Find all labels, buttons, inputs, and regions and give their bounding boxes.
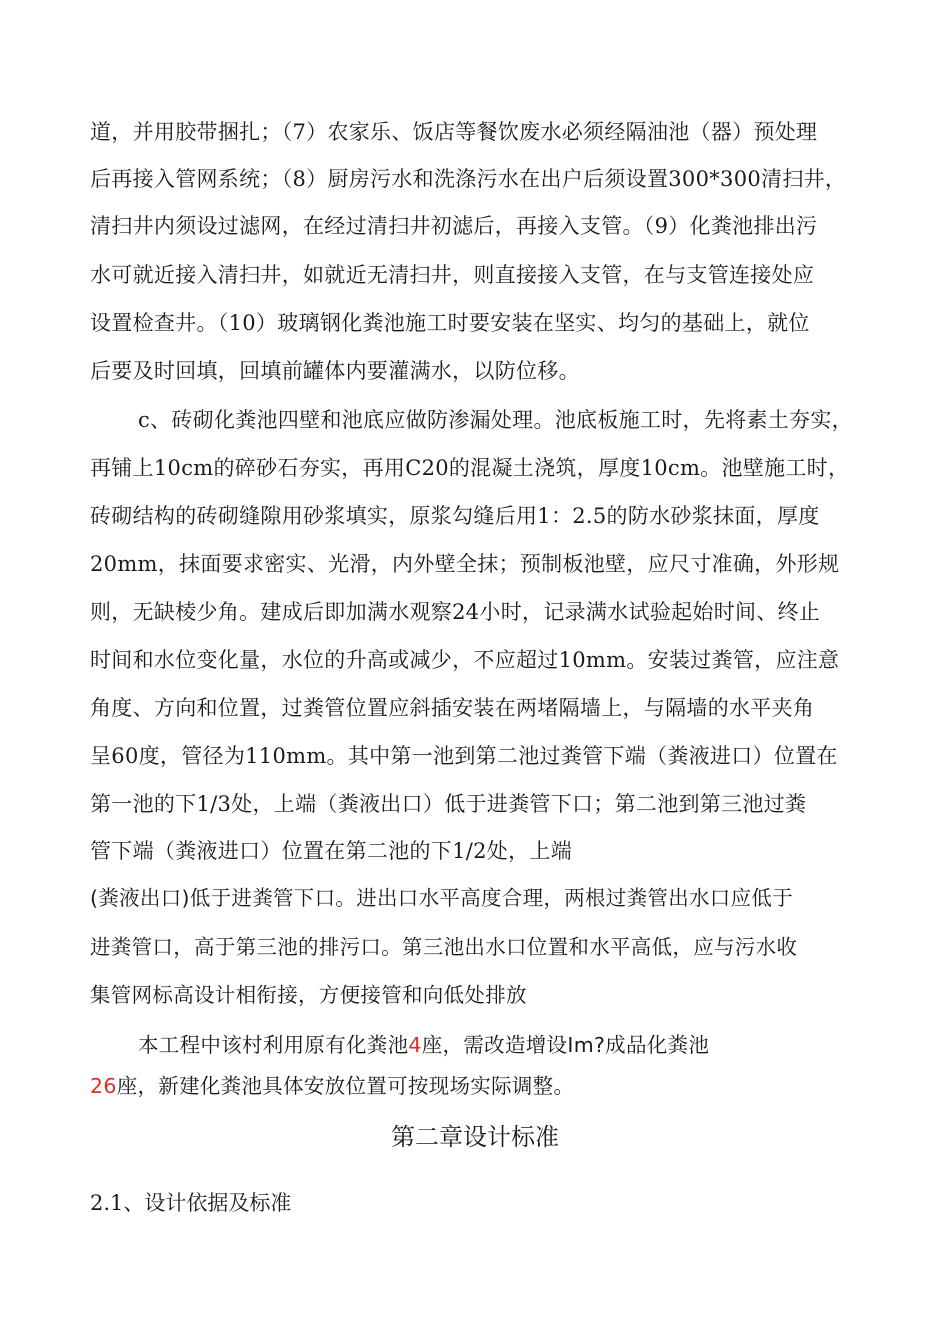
text-span: 本工程中该村利用原有化粪池	[138, 1033, 409, 1057]
paragraph-line: 砖砌结构的砖砌缝隙用砂浆填实，原浆勾缝后用1：2.5的防水砂浆抹面，厚度	[90, 504, 820, 528]
section-heading: 2.1、设计依据及标准	[90, 1191, 292, 1215]
paragraph-line: 20mm，抹面要求密实、光滑，内外壁全抹；预制板池壁，应尺寸准确，外形规	[90, 552, 840, 576]
paragraph-line: 角度、方向和位置，过粪管位置应斜插安装在两堵隔墙上，与隔墙的水平夹角	[90, 696, 815, 720]
paragraph-line: 进粪管口，高于第三池的排污口。第三池出水口位置和水平高低，应与污水收	[90, 935, 798, 959]
new-count-highlight: 26	[90, 1074, 117, 1098]
paragraph-line: 再铺上10cm的碎砂石夯实，再用C20的混凝土浇筑，厚度10cm。池壁施工时，	[90, 456, 850, 480]
paragraph-line: 水可就近接入清扫井，如就近无清扫井，则直接接入支管，在与支管连接处应	[90, 263, 815, 287]
paragraph-line: 时间和水位变化量，水位的升高或减少，不应超过10mm。安装过粪管，应注意	[90, 648, 840, 672]
paragraph-line: 则，无缺棱少角。建成后即加满水观察24小时，记录满水试验起始时间、终止	[90, 600, 821, 624]
existing-count-highlight: 4	[408, 1033, 422, 1057]
chapter-heading: 第二章设计标准	[391, 1123, 559, 1151]
text-span: 座，新建化粪池具体安放位置可按现场实际调整。	[116, 1074, 575, 1098]
paragraph-line: 设置检查井。（10）玻璃钢化粪池施工时要安装在坚实、均匀的基础上，就位	[90, 311, 810, 335]
paragraph-line: 道，并用胶带捆扎；（7）农家乐、饭店等餐饮废水必须经隔油池（器）预处理	[90, 120, 818, 144]
paragraph-line: 后要及时回填，回填前罐体内要灌满水，以防位移。	[90, 359, 580, 383]
paragraph-line	[138, 1030, 709, 1060]
paragraph-line: 呈60度，管径为110mm。其中第一池到第二池过粪管下端（粪液进口）位置在	[90, 744, 838, 768]
paragraph-line: c、砖砌化粪池四壁和池底应做防渗漏处理。池底板施工时，先将素土夯实，	[138, 408, 853, 432]
paragraph-line: 管下端（粪液进口）位置在第二池的下1/2处，上端	[90, 839, 572, 863]
paragraph-line	[90, 1071, 574, 1101]
paragraph-line: 清扫井内须设过滤网，在经过清扫井初滤后，再接入支管。（9）化粪池排出污	[90, 214, 818, 238]
paragraph-line: 第一池的下1/3处，上端（粪液出口）低于进粪管下口；第二池到第三池过粪	[90, 792, 807, 816]
paragraph-line: (粪液出口)低于进粪管下口。进出口水平高度合理，两根过粪管出水口应低于	[90, 886, 793, 910]
text-span: 座，需改造增设Im?成品化粪池	[421, 1033, 710, 1057]
paragraph-line: 后再接入管网系统；（8）厨房污水和洗涤污水在出户后须设置300*300清扫井，	[90, 167, 847, 191]
paragraph-line: 集管网标高设计相衔接，方便接管和向低处排放	[90, 983, 527, 1007]
